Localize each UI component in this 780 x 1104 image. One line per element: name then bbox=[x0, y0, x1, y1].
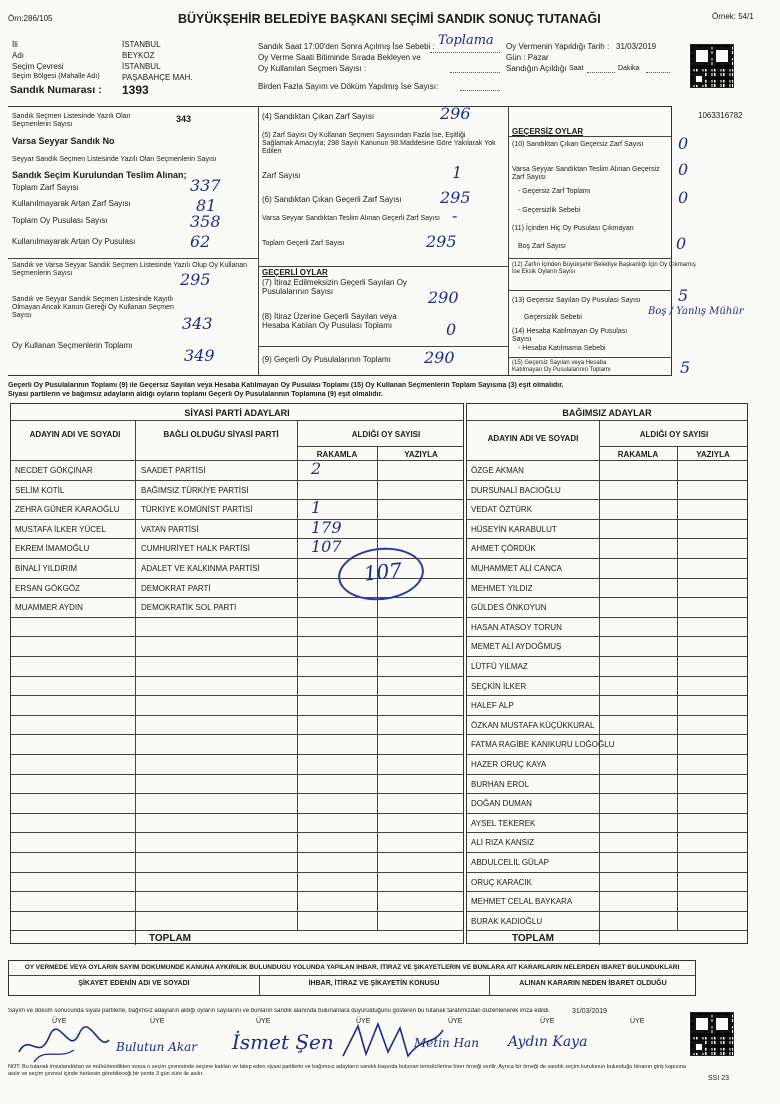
independent-table-row bbox=[467, 538, 747, 558]
independent-candidate-name: ALİ RIZA KANSIZ bbox=[471, 838, 535, 848]
independent-candidate-name: VEDAT ÖZTÜRK bbox=[471, 505, 533, 515]
independent-table-row bbox=[467, 852, 747, 872]
candidate-name: MUAMMER AYDIN bbox=[15, 603, 83, 613]
independent-table-row bbox=[467, 695, 747, 715]
itiraz-uzerine-value: 0 bbox=[446, 320, 457, 339]
artan-zarf-value: 81 bbox=[196, 196, 217, 215]
gecerli-toplam-label: (9) Geçerli Oy Pusulalarının Toplamı bbox=[262, 355, 391, 364]
independent-candidate-name: GÜLDES ÖNKOYUN bbox=[471, 603, 547, 613]
form-code: Örnek: 54/1 bbox=[712, 12, 754, 21]
gecerli-oylar-header: GEÇERLİ OYLAR bbox=[262, 268, 328, 277]
toplam-gecerli-zarf-label: Toplam Geçerli Zarf Sayısı bbox=[262, 240, 345, 247]
vote-count-digits: 107 bbox=[311, 537, 342, 557]
cikan-zarf-value: 296 bbox=[440, 104, 471, 123]
party-table-row bbox=[11, 734, 463, 754]
independent-table-row bbox=[467, 774, 747, 794]
sandik-no-label: Sandık Numarası : bbox=[10, 84, 102, 96]
gecersiz-zarf-value: 0 bbox=[678, 134, 689, 153]
independent-table-row bbox=[467, 519, 747, 539]
ind-col-candidate-header: ADAYIN ADI VE SOYADI bbox=[487, 434, 579, 443]
gecersiz-oylar-header: GEÇERSİZ OYLAR bbox=[512, 127, 584, 136]
complaints-table bbox=[8, 960, 696, 996]
independent-table-row bbox=[467, 793, 747, 813]
zarf-sayisi-value: 1 bbox=[452, 163, 463, 182]
independent-table-row bbox=[467, 617, 747, 637]
independent-candidate-name: HALEF ALP bbox=[471, 701, 514, 711]
kayitli-olmayan-label: Sandık ve Seyyar Sandık Seçmen Listesinde Kayıtlı Olmayan Ancak Kanun Gereği Oy Kullanan Seçmen Sayısı bbox=[12, 296, 174, 319]
footer-statement: Sayım ve döküm sonucunda siyasi partilerle, bağımsız adayların aldığı oyların sayılarını ve bunların sandık alanında bulunanlara duyurulduğunu gösteren bu tutanak tarafımızdan düzenlenerek imza edildi. bbox=[8, 1008, 550, 1014]
candidate-name: NECDET GÖKÇINAR bbox=[15, 466, 93, 475]
independent-candidate-name: SEÇKİN İLKER bbox=[471, 681, 527, 691]
artan-zarf-label: Kullanılmayarak Artan Zarf Sayısı bbox=[12, 199, 131, 208]
ind-total-label: TOPLAM bbox=[511, 933, 555, 944]
party-table-row bbox=[11, 715, 463, 735]
artan-pusula-label: Kullanılmayarak Artan Oy Pusulası bbox=[12, 237, 136, 246]
document-title: BÜYÜKŞEHİR BELEDİYE BAŞKANI SEÇİMİ SANDIK SONUÇ TUTANAĞI bbox=[178, 12, 601, 26]
independent-table-row bbox=[467, 754, 747, 774]
gecersiz-zarf-toplami-label: - Geçersiz Zarf Toplamı bbox=[518, 188, 591, 195]
oy-verme-tarihi-value: 31/03/2019 bbox=[616, 42, 657, 51]
party-table-header: SİYASİ PARTİ ADAYLARI bbox=[184, 408, 290, 418]
seyyar-gecerli-value: - bbox=[452, 206, 458, 225]
bos-zarf-value: 0 bbox=[676, 234, 687, 253]
signature-2: İsmet Şen bbox=[232, 1030, 334, 1054]
party-name: BAĞIMSIZ TÜRKİYE PARTİSİ bbox=[141, 485, 249, 495]
party-table-row bbox=[11, 852, 463, 872]
independent-candidate-name: HAZER ORUÇ KAYA bbox=[471, 760, 547, 769]
gecersiz-zarf-toplami-value: 0 bbox=[678, 188, 689, 207]
ilce-label: Adı bbox=[12, 51, 25, 60]
party-table-row bbox=[11, 656, 463, 676]
party-table-row bbox=[11, 499, 463, 519]
toplam-gecerli-zarf-value: 295 bbox=[426, 232, 457, 251]
member-label-2: ÜYE bbox=[150, 1018, 165, 1025]
birden-fazla-label: Birden Fazla Sayım ve Döküm Yapılmış İse Sayısı: bbox=[258, 82, 439, 91]
toplam-oy-kullanan-value: 349 bbox=[184, 346, 215, 365]
il-value: İSTANBUL bbox=[122, 40, 161, 49]
vote-count-digits: 2 bbox=[311, 459, 322, 478]
party-table-row bbox=[11, 636, 463, 656]
signature-4: Aydın Kaya bbox=[508, 1034, 588, 1050]
artan-pusula-value: 62 bbox=[190, 232, 211, 251]
independent-candidate-name: ÖZKAN MUSTAFA KÜÇÜKKURAL bbox=[471, 720, 595, 730]
party-table-row bbox=[11, 480, 463, 500]
fazla-zarf-label: (5) Zarf Sayısı Oy Kullanan Seçmen Sayısından Fazla İse, Eşitliği Sağlamak Amacıyla; 298 Sayılı Kanunun 98.Maddesine Göre Yakılarak Yok Edilen bbox=[262, 132, 496, 155]
independent-table-row bbox=[467, 832, 747, 852]
independent-candidate-name: AHMET ÇÖRDÜK bbox=[471, 544, 536, 554]
secim-cevresi-label: Seçim Çevresi bbox=[12, 62, 64, 71]
party-table-row bbox=[11, 872, 463, 892]
independent-table-row bbox=[467, 734, 747, 754]
cikan-zarf-label: (4) Sandıktan Çıkan Zarf Sayısı bbox=[262, 112, 375, 121]
party-table-row bbox=[11, 813, 463, 833]
secmen-listesi-value: 343 bbox=[176, 114, 192, 124]
gecersiz-pusula-value: 5 bbox=[678, 286, 689, 305]
independent-candidate-name: MEMET ALİ AYDOĞMUŞ bbox=[471, 642, 562, 652]
party-name: ADALET VE KALKINMA PARTİSİ bbox=[141, 564, 260, 573]
toplam-pusula-value: 358 bbox=[190, 212, 221, 231]
sandik-acildigi-label: Sandığın Açıldığı bbox=[506, 64, 567, 73]
independent-candidate-name: ABDULCELİL GÜLAP bbox=[471, 858, 549, 867]
dakika-label: Dakika bbox=[618, 65, 640, 72]
gecersizlik-sebebi2-value: Boş / Yanlış Mühür bbox=[648, 306, 744, 317]
party-name: DEMOKRAT PARTİ bbox=[141, 583, 211, 593]
party-table-row bbox=[11, 460, 463, 480]
gecersizlik-sebebi2-label: Geçersizlik Sebebi bbox=[524, 314, 582, 321]
independent-candidate-name: HASAN ATASOY TORUN bbox=[471, 622, 562, 632]
independent-candidate-name: AYSEL TEKEREK bbox=[471, 818, 536, 828]
gecersizlik-sebebi-label: - Geçersizlik Sebebi bbox=[518, 207, 581, 214]
muhtarlik-label: Seçim Bölgesi (Mahalle Adı) bbox=[12, 73, 100, 80]
party-table-row bbox=[11, 676, 463, 696]
independent-candidate-name: LÜTFÜ YILMAZ bbox=[471, 662, 528, 671]
circled-annotation-value: 107 bbox=[362, 557, 404, 586]
gun-label: Gün : Pazar bbox=[506, 53, 549, 62]
independent-candidate-name: FATMA RAGİBE KANIKURU LOĞOĞLU bbox=[471, 740, 615, 750]
member-label-1: ÜYE bbox=[52, 1018, 67, 1025]
icinden-cikmayan-label: (11) İçinden Hiç Oy Pusulası Çıkmayan bbox=[512, 225, 634, 232]
note-line-1: Geçerli Oy Pusulalarının Toplamı (9) ile Geçersiz Sayılan veya Hesaba Katılmayan Oy Pusulası Toplamı (15) Oy Kullanan Seçmenlerin Toplam Sayısına (3) eşit olmalıdır. bbox=[8, 382, 564, 389]
hesaba-katilmayan-label: (14) Hesaba Katılmayan Oy Pusulası Sayısı bbox=[512, 328, 628, 343]
complaints-col-subject: İHBAR, İTİRAZ VE ŞİKAYETİN KONUSU bbox=[308, 980, 440, 987]
page-code: SSI 23 bbox=[708, 1075, 730, 1082]
independent-table-row bbox=[467, 891, 747, 911]
col-digits-header: RAKAMLA bbox=[316, 450, 358, 459]
col-words-header: YAZIYLA bbox=[404, 450, 438, 459]
secim-cevresi-value: İSTANBUL bbox=[122, 62, 161, 71]
gecersiz-toplam-label: (15) Geçersiz Sayılan veya Hesaba Katılmayan Oy Pusulalarının Toplamı bbox=[512, 360, 611, 373]
independent-table-row bbox=[467, 715, 747, 735]
seyyar-liste-label: Seyyar Sandık Seçmen Listesinde Yazılı Olan Seçmenlerin Sayısı bbox=[12, 156, 217, 163]
member-label-4: ÜYE bbox=[356, 1018, 371, 1025]
candidate-name: ZEHRA GÜNER KARAOĞLU bbox=[15, 505, 120, 515]
footer-date: 31/03/2019 bbox=[572, 1008, 608, 1015]
independent-table-row bbox=[467, 499, 747, 519]
gecersiz-zarf-label: (10) Sandıktan Çıkan Geçersiz Zarf Sayısı bbox=[512, 141, 644, 148]
party-name: SAADET PARTİSİ bbox=[141, 466, 206, 475]
independent-candidate-name: ÖZGE AKMAN bbox=[471, 466, 524, 475]
party-table-row bbox=[11, 597, 463, 617]
toplam-oy-kullanan-label: Oy Kullanan Seçmenlerin Toplamı bbox=[12, 341, 133, 350]
independent-candidate-name: MUHAMMET ALİ CANCA bbox=[471, 564, 562, 573]
col-votes-header: ALDIĞI OY SAYISI bbox=[351, 430, 421, 439]
seyyar-gecersiz-value: 0 bbox=[678, 160, 689, 179]
independent-table-row bbox=[467, 597, 747, 617]
party-name: DEMOKRATİK SOL PARTİ bbox=[141, 603, 237, 613]
vote-count-digits: 1 bbox=[311, 498, 322, 518]
acilis-sebebi-label: Sandık Saat 17:00'den Sonra Açılmış İse Sebebi : bbox=[258, 42, 435, 51]
oy-kullanilan-secmen-label: Oy Kullanılan Seçmen Sayısı : bbox=[258, 64, 367, 73]
saat-label: Saat bbox=[569, 65, 584, 72]
col-party-header: BAĞLI OLDUĞU SİYASİ PARTİ bbox=[163, 430, 279, 439]
vote-count-digits: 179 bbox=[311, 517, 342, 537]
kurul-teslim-label: Sandık Seçim Kurulundan Teslim Alınan; bbox=[12, 170, 187, 180]
party-table-row bbox=[11, 793, 463, 813]
independent-table-header: BAĞIMSIZ ADAYLAR bbox=[562, 408, 652, 418]
gecersiz-toplam-value: 5 bbox=[680, 358, 691, 377]
independent-candidate-name: DOĞAN DUMAN bbox=[471, 799, 532, 809]
independent-table-row bbox=[467, 578, 747, 598]
zarf-sayisi-label: Zarf Sayısı bbox=[262, 171, 301, 180]
col-candidate-header: ADAYIN ADI VE SOYADI bbox=[29, 430, 121, 439]
ind-col-votes-header: ALDIĞI OY SAYISI bbox=[639, 430, 709, 439]
party-total-label: TOPLAM bbox=[148, 933, 192, 944]
complaints-header: OY VERMEDE VEYA OYLARIN SAYIM DÖKÜMÜNDE KANUNA AYKIRILIK BULUNDUĞU YOLUNDA YAPILAN İHBAR, İTİRAZ VE ŞİKAYETLERİN VE BUNLARA AİT KARARLARIN NELERDEN İBARET BULUNDUKLARI bbox=[24, 964, 680, 971]
independent-table-row bbox=[467, 636, 747, 656]
kayitli-olmayan-value: 343 bbox=[182, 314, 213, 333]
form-series-code: Örn:286/105 bbox=[8, 14, 53, 23]
party-table-row bbox=[11, 617, 463, 637]
oy-kullanan-label: Sandık ve Varsa Seyyar Sandık Seçmen Listesinde Yazılı Olup Oy Kullanan Seçmenlerin Sayısı bbox=[12, 262, 248, 277]
itirazsiz-label: (7) İtiraz Edilmeksizin Geçerli Sayılan Oy Pusulalarının Sayısı bbox=[262, 278, 407, 296]
candidate-name: ERSAN GÖKGÖZ bbox=[15, 583, 80, 593]
candidate-name: SELİM KOTİL bbox=[15, 485, 65, 495]
barcode-number: 1063316782 bbox=[698, 111, 743, 120]
signature-scribble-1 bbox=[14, 1022, 114, 1068]
seyyar-label: Varsa Seyyar Sandık No bbox=[12, 136, 115, 146]
oy-kullanan-value: 295 bbox=[180, 270, 211, 289]
independent-table-row bbox=[467, 460, 747, 480]
footer-qr-code-icon bbox=[690, 1012, 734, 1056]
independent-candidate-name: BURAK KADIOĞLU bbox=[471, 916, 543, 926]
party-table-row bbox=[11, 754, 463, 774]
toplam-zarf-label: Toplam Zarf Sayısı bbox=[12, 183, 79, 192]
party-table-row bbox=[11, 911, 463, 931]
party-table-row bbox=[11, 832, 463, 852]
signature-3: Metin Han bbox=[414, 1036, 479, 1050]
acilis-sebebi-value: Toplama bbox=[438, 33, 494, 48]
independent-table-row bbox=[467, 911, 747, 931]
complaints-col-decision: ALINAN KARARIN NEDEN İBARET OLDUĞU bbox=[519, 980, 667, 987]
secmen-listesi-label: Sandık Seçmen Listesinde Yazılı Olan Seçmenlerin Sayısı bbox=[12, 113, 131, 128]
independent-table-row bbox=[467, 558, 747, 578]
bos-zarf-label: Boş Zarf Sayısı bbox=[518, 243, 566, 250]
independent-table-row bbox=[467, 872, 747, 892]
independent-candidates-table bbox=[466, 403, 748, 944]
qr-code-icon bbox=[690, 44, 734, 88]
il-label: İli bbox=[12, 40, 18, 49]
independent-candidate-name: HÜSEYİN KARABULUT bbox=[471, 524, 557, 534]
note-line-2: Siyasi partilerin ve bağımsız adayların aldığı oyların toplamı Geçerli Oy Pusulalarının Toplamına (9) eşit olmalıdır. bbox=[8, 391, 383, 398]
independent-candidate-name: MEHMET CELAL BAYKARA bbox=[471, 897, 573, 907]
independent-table-row bbox=[467, 676, 747, 696]
ind-col-words-header: YAZIYLA bbox=[696, 450, 730, 459]
gecerli-toplam-value: 290 bbox=[424, 348, 455, 367]
oy-verme-bitimi-label: Oy Verme Saati Bitiminde Sırada Bekleyen ve bbox=[258, 53, 421, 62]
member-label-3: ÜYE bbox=[256, 1018, 271, 1025]
candidate-name: MUSTAFA İLKER YÜCEL bbox=[15, 524, 106, 534]
member-label-6: ÜYE bbox=[540, 1018, 555, 1025]
independent-table-row bbox=[467, 813, 747, 833]
toplam-pusula-label: Toplam Oy Pusulası Sayısı bbox=[12, 216, 108, 225]
member-label-7: ÜYE bbox=[630, 1018, 645, 1025]
signature-1: Bulutun Akar bbox=[116, 1040, 198, 1054]
independent-candidate-name: ORUÇ KARACIK bbox=[471, 877, 532, 887]
footer-note: NOT: Bu tutanak imzalandıktan ve mühürlendikten sonra o seçim çevresinde seçime katılan ve talep eden siyasi partilerin ve bağımsız adayların sandık başında bulunan temsilcilerine birer örneği verilir. Ayrıca bir örneği de sandık seçim kurulunun bulunduğu binanın giriş kapısına asılır ve seçim çevresi içinde herkesin görebileceği bir yerde 3 gün süre ile asılır. bbox=[8, 1064, 686, 1077]
oy-verme-tarihi-label: Oy Vermenin Yapıldığı Tarih : bbox=[506, 42, 610, 51]
party-table-row bbox=[11, 774, 463, 794]
ind-col-digits-header: RAKAMLA bbox=[617, 450, 659, 459]
itiraz-uzerine-label: (8) İtiraz Üzerine Geçerli Sayılan veya Hesaba Katılan Oy Pusulası Toplamı bbox=[262, 312, 397, 330]
party-table-total-row bbox=[11, 930, 463, 950]
muhtarlik-value: PAŞABAHÇE MAH. bbox=[122, 73, 193, 82]
complaints-col-name: ŞİKAYET EDENİN ADI VE SOYADI bbox=[78, 980, 190, 987]
party-name: CUMHURİYET HALK PARTİSİ bbox=[141, 544, 250, 554]
member-label-5: ÜYE bbox=[448, 1018, 463, 1025]
sandik-no-value: 1393 bbox=[122, 83, 149, 97]
independent-table-row bbox=[467, 656, 747, 676]
party-table-row bbox=[11, 695, 463, 715]
candidate-name: EKREM İMAMOĞLU bbox=[15, 544, 90, 554]
party-candidates-table bbox=[10, 403, 464, 944]
independent-candidate-name: BURHAN EROL bbox=[471, 779, 529, 789]
party-name: TÜRKİYE KOMÜNİST PARTİSİ bbox=[141, 505, 253, 515]
party-table-row bbox=[11, 891, 463, 911]
party-name: VATAN PARTİSİ bbox=[141, 524, 199, 534]
party-table-row bbox=[11, 519, 463, 539]
candidate-name: BİNALİ YILDIRIM bbox=[15, 564, 78, 573]
toplam-zarf-value: 337 bbox=[190, 176, 221, 195]
seyyar-gecerli-label: Varsa Seyyar Sandıktan Teslim Alınan Geçerli Zarf Sayısı bbox=[262, 215, 440, 222]
independent-candidate-name: DURSUNALİ BACIOĞLU bbox=[471, 485, 561, 495]
hesaba-katilma-sebebi-label: - Hesaba Katılmama Sebebi bbox=[518, 345, 606, 352]
seyyar-gecersiz-label: Varsa Seyyar Sandıktan Teslim Alınan Geçersiz Zarf Sayısı bbox=[512, 166, 660, 181]
gecerli-zarf-value: 295 bbox=[440, 188, 471, 207]
independent-table-row bbox=[467, 480, 747, 500]
eksik-oy-label: (12) Zarfın İçinden Büyükşehir Belediye Başkanlığı İçin Oy Çıkmamış İse Eksik Oyların Sayısı bbox=[512, 262, 696, 275]
itirazsiz-value: 290 bbox=[428, 288, 459, 307]
gecerli-zarf-label: (6) Sandıktan Çıkan Geçerli Zarf Sayısı bbox=[262, 195, 402, 204]
gecersiz-pusula-label: (13) Geçersiz Sayılan Oy Pusulası Sayısı bbox=[512, 297, 641, 304]
ilce-value: BEYKOZ bbox=[122, 51, 155, 60]
independent-candidate-name: MEHMET YILDIZ bbox=[471, 583, 533, 593]
